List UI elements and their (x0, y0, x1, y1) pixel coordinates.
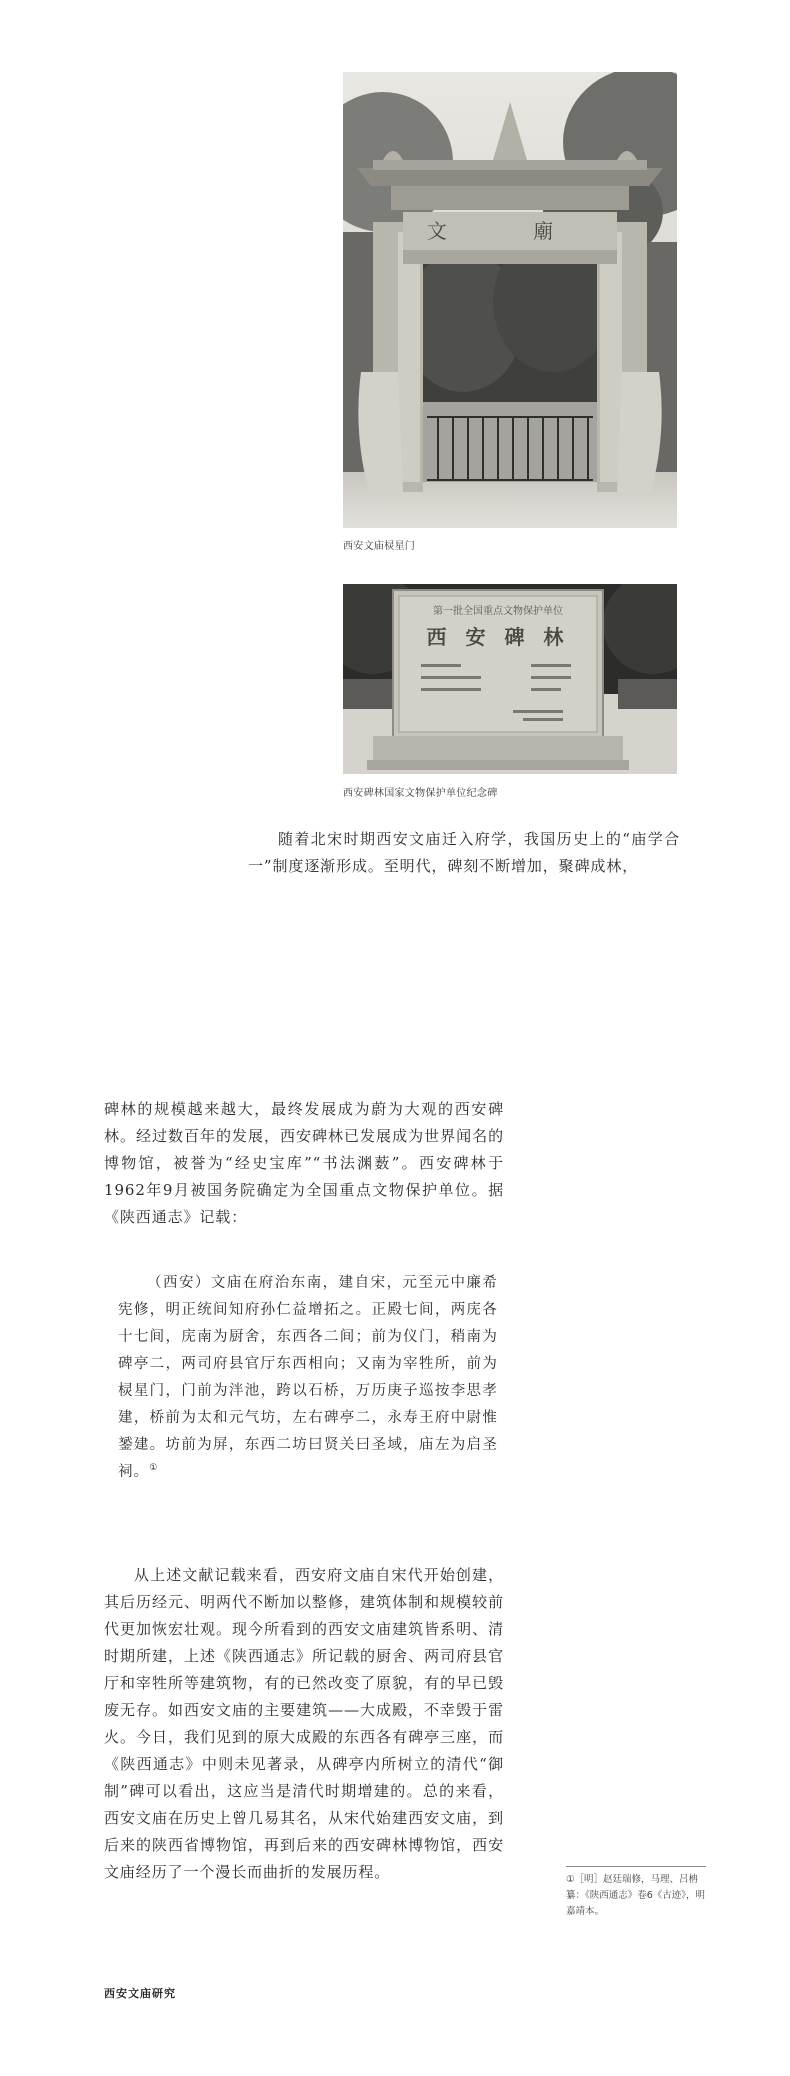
footnote-ref-1[interactable]: ① (149, 1463, 159, 1474)
intro-paragraph: 随着北宋时期西安文庙迁入府学，我国历史上的“庙学合一”制度逐渐形成。至明代，碑刻不断增加，聚碑成林， (248, 830, 680, 875)
stele-illustration (343, 584, 677, 774)
footnote-1: ①［明］赵廷瑞修，马理、吕柟纂：《陕西通志》卷6《古迹》，明嘉靖本。 (566, 1874, 706, 1917)
analysis-paragraph: 从上述文献记载来看，西安府文庙自宋代开始创建，其后历经元、明两代不断加以整修，建筑体制和规模较前代更加恢宏壮观。现今所看到的西安文庙建筑皆系明、清时期所建，上述《陕西通志》所记载的厨舍、两司府县官厅和宰牲所等建筑物，有的已然改变了原貌，有的早已毁废无存。如西安文庙的主要建筑——大成殿，不幸毁于雷火。今日，我们见到的原大成殿的东西各有碑亭三座，而《陕西通志》中则未见著录，从碑亭内所树立的清代“御制”碑可以看出，这应当是清代时期增建的。总的来看，西安文庙在历史上曾几易其名，从宋代始建西安文庙，到后来的陕西省博物馆，再到后来的西安碑林博物馆，西安文庙经历了一个漫长而曲折的发展历程。 (104, 1566, 504, 1881)
photo-caption-gate: 西安文庙棂星门 (343, 541, 416, 552)
stele-monument-photo (343, 584, 677, 774)
continuation-paragraph: 碑林的规模越来越大，最终发展成为蔚为大观的西安碑林。经过数百年的发展，西安碑林已发展成为世界闻名的博物馆，被誉为“经史宝库”“书法渊薮”。西安碑林于1962年9月被国务院确定为全国重点文物保护单位。据《陕西通志》记载： (104, 1100, 504, 1226)
gate-plaque-text: 文 廟 (426, 219, 594, 243)
photo-caption-stele: 西安碑林国家文物保护单位纪念碑 (343, 788, 498, 799)
footnote-rule (566, 1866, 706, 1867)
stele-heading: 第一批全国重点文物保护单位 (433, 606, 563, 617)
block-quote-text: （西安）文庙在府治东南，建自宋，元至元中廉希宪修，明正统间知府孙仁益增拓之。正殿七间，两庑各十七间，庑南为厨舍，东西各二间；前为仪门，稍南为碑亭二，两司府县官厅东西相向；又南为宰牲所，前为棂星门，门前为泮池，跨以石桥，万历庚子巡按李思孝建，桥前为太和元气坊，左右碑亭二，永寿王府中尉惟𨭉建。坊前为屏，东西二坊曰贤关曰圣域，庙左为启圣祠。 (118, 1275, 498, 1480)
block-quote (118, 1270, 498, 1486)
stele-title: 西 安 碑 林 (426, 625, 570, 649)
lingxing-gate-illustration (343, 72, 677, 528)
running-footer: 西安文庙研究 (104, 1987, 176, 2000)
lingxing-gate-photo (343, 72, 677, 528)
